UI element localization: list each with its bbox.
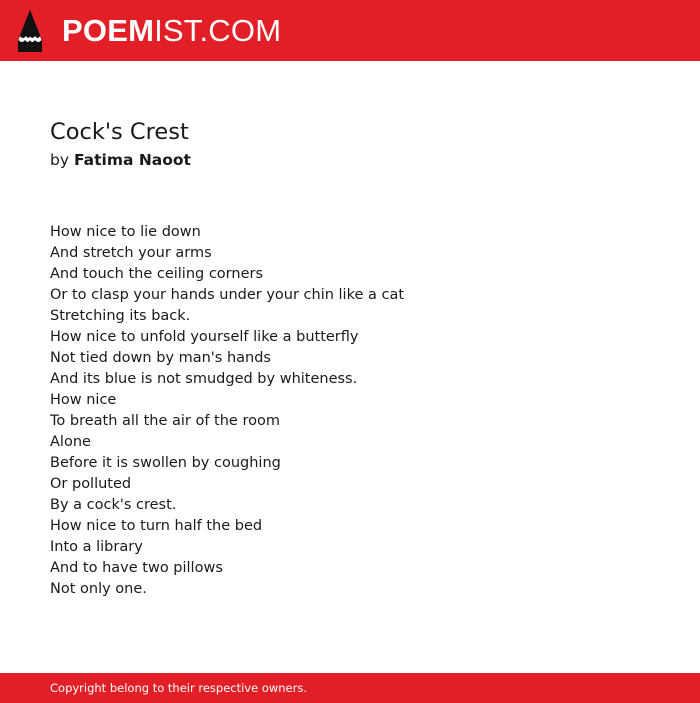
copyright-text: Copyright belong to their respective owners. bbox=[50, 681, 308, 695]
poem-line: Into a library bbox=[50, 539, 143, 555]
poem-line: To breath all the air of the room bbox=[50, 413, 280, 429]
poem-byline bbox=[50, 149, 670, 171]
poem-line: And its blue is not smudged by whiteness. bbox=[50, 371, 358, 387]
poem-line: How nice to lie down bbox=[50, 224, 201, 240]
poem-line: And touch the ceiling corners bbox=[50, 266, 264, 282]
poem-line: Alone bbox=[50, 434, 91, 450]
poem-body bbox=[50, 222, 670, 600]
poem-line: And to have two pillows bbox=[50, 560, 223, 576]
site-logo-link[interactable] bbox=[18, 10, 281, 52]
poem-line: Or to clasp your hands under your chin like a cat bbox=[50, 287, 405, 303]
site-footer bbox=[0, 673, 700, 703]
poem-line: Not only one. bbox=[50, 581, 147, 597]
author-link[interactable]: Fatima Naoot bbox=[73, 151, 191, 169]
poem-line: Not tied down by man's hands bbox=[50, 350, 271, 366]
poem-line: How nice bbox=[50, 392, 117, 408]
poem-line: And stretch your arms bbox=[50, 245, 212, 261]
poem-line: By a cock's crest. bbox=[50, 497, 177, 513]
logo-text-light: IST.COM bbox=[154, 13, 282, 48]
poem-line: How nice to turn half the bed bbox=[50, 518, 263, 534]
poem-content bbox=[50, 116, 670, 600]
poem-line: Stretching its back. bbox=[50, 308, 191, 324]
by-label: by bbox=[50, 151, 70, 169]
pencil-tip-icon bbox=[18, 10, 42, 52]
poem-line: How nice to unfold yourself like a butterfly bbox=[50, 329, 359, 345]
poem-line: Before it is swollen by coughing bbox=[50, 455, 281, 471]
poem-title: Cock's Crest bbox=[50, 119, 189, 145]
poem-line: Or polluted bbox=[50, 476, 132, 492]
logo-text-bold: POEM bbox=[62, 13, 155, 48]
site-header bbox=[0, 0, 700, 61]
site-logo-text bbox=[62, 10, 281, 52]
